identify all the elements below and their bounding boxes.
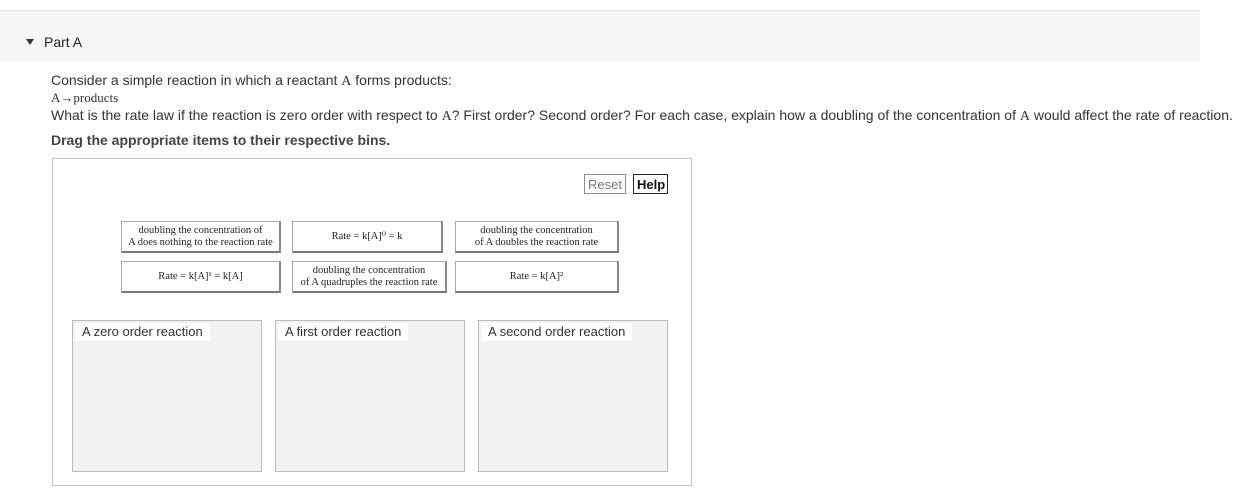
drag-tile-zero-order-effect[interactable]: doubling the concentration of A does nothing to the reaction rate [121,221,281,253]
bin-drop-area[interactable] [276,343,464,471]
reaction-equation: A→products [51,90,119,105]
question-text: would affect the rate of reaction. [1030,107,1233,123]
question-text: ? First order? Second order? For each case, explain how a doubling of the concentration of [451,107,1020,123]
drag-tile-first-order-rate-law[interactable]: Rate = k[A]¹ = k[A] [121,261,281,293]
bin-label: A first order reaction [278,323,408,341]
variable-A: A [341,74,352,89]
bin-second-order[interactable] [478,320,668,472]
question-text: What is the rate law if the reaction is zero order with respect to [51,107,442,123]
drag-tile-second-order-effect[interactable]: doubling the concentration of A quadruples the reaction rate [292,261,447,293]
drag-tile-second-order-rate-law[interactable]: Rate = k[A]² [455,261,619,293]
drag-tile-first-order-effect[interactable]: doubling the concentration of A doubles the reaction rate [455,221,619,253]
variable-A: A [441,109,452,124]
bin-drop-area[interactable] [73,343,261,471]
part-title: Part A [44,34,83,50]
variable-A: A [1019,109,1030,124]
drag-instruction: Drag the appropriate items to their respective bins. [51,132,391,148]
bin-zero-order[interactable] [72,320,262,472]
question-text: Consider a simple reaction in which a reactant [51,72,342,88]
question-line-3 [51,107,1233,125]
caret-down-icon[interactable] [26,39,34,45]
drag-tile-zero-order-rate-law[interactable]: Rate = k[A]⁰ = k [292,221,443,253]
question-text: forms products: [351,72,452,88]
bin-drop-area[interactable] [479,343,667,471]
bin-label: A zero order reaction [75,323,210,341]
question-line-1 [51,72,452,90]
reset-button[interactable]: Reset [584,174,626,194]
help-button[interactable]: Help [633,174,668,194]
bin-first-order[interactable] [275,320,465,472]
bin-label: A second order reaction [481,323,632,341]
part-header[interactable] [0,11,1200,61]
